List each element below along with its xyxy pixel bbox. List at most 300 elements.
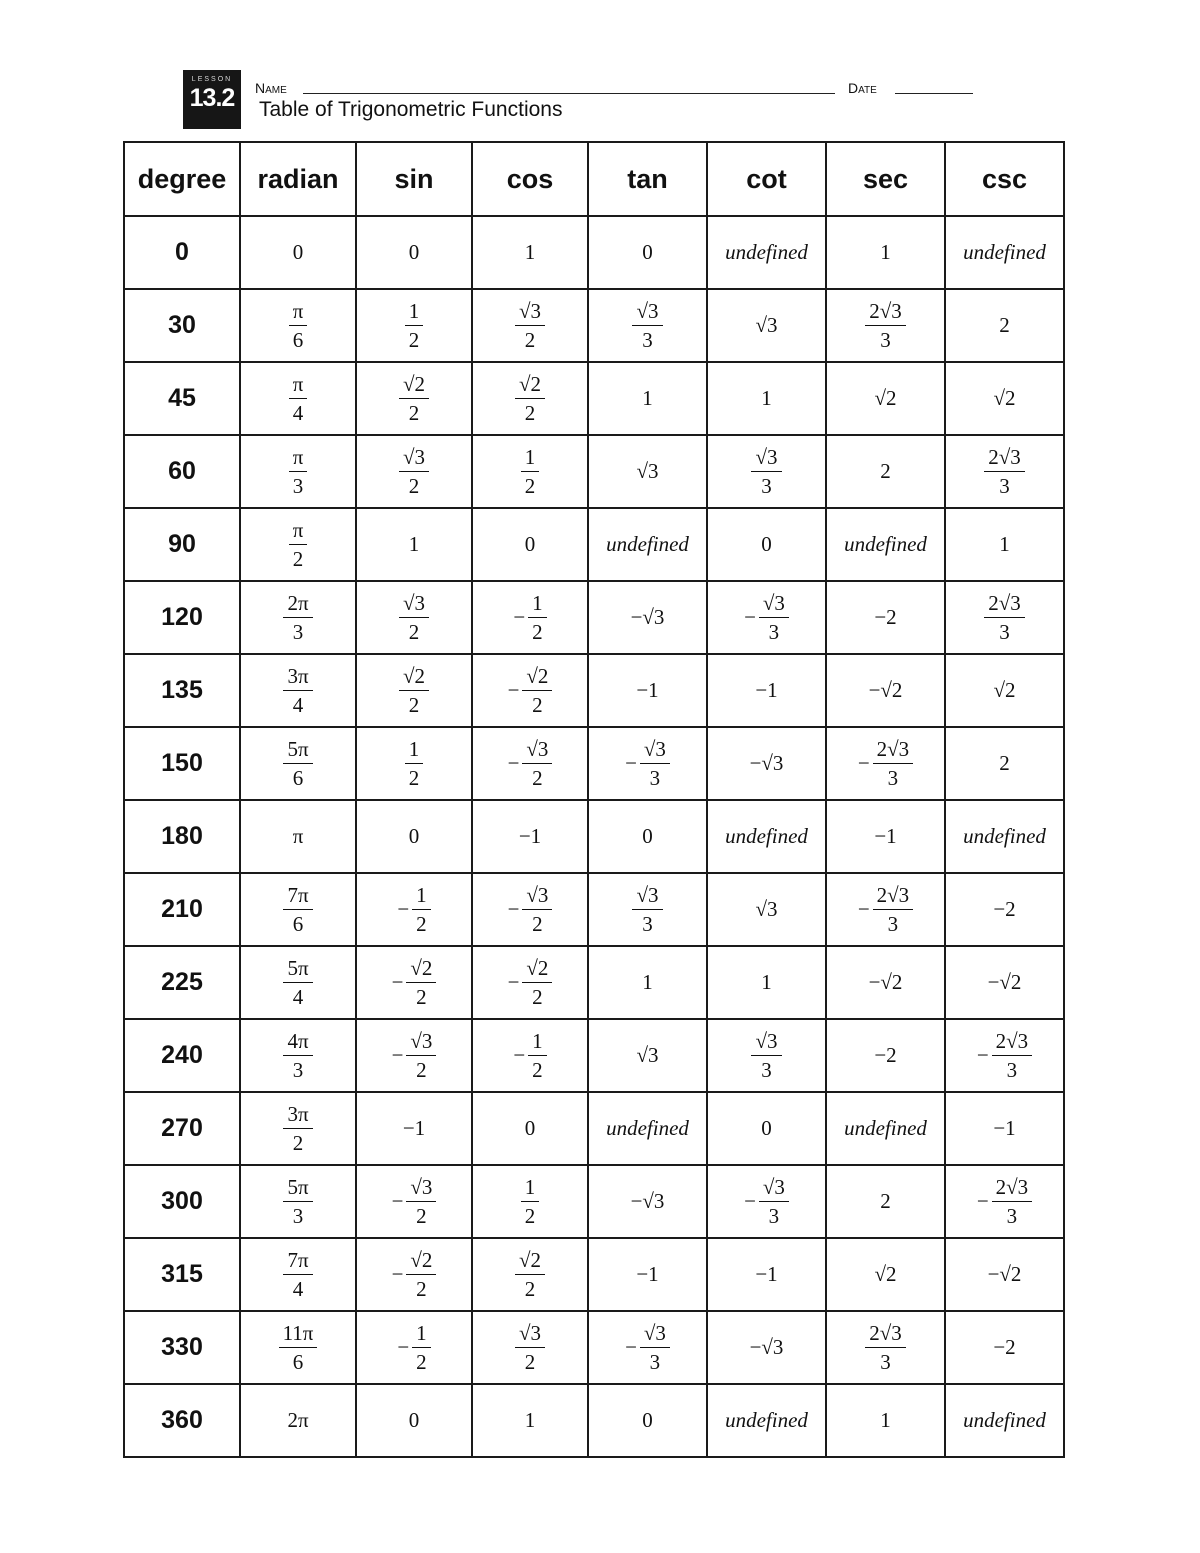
math-value: 0 — [642, 824, 653, 848]
math-value: 0 — [524, 1116, 536, 1140]
fraction: $\frac{7\pi}{4}$ — [283, 1248, 312, 1302]
math-value: −√2 — [987, 1262, 1022, 1286]
radian-cell — [240, 654, 356, 727]
math-value: − $\frac{2√3}{3}$ — [977, 1029, 1032, 1083]
math-value: −√3 — [749, 1335, 784, 1359]
math-value — [515, 299, 545, 353]
math-value: undefined — [606, 532, 689, 556]
math-value: √3 — [755, 897, 778, 921]
tan-cell — [588, 216, 707, 289]
cot-cell — [707, 654, 826, 727]
cos-cell — [472, 873, 588, 946]
degree-cell: 60 — [124, 435, 240, 508]
table-body — [124, 216, 1064, 1457]
sin-cell — [356, 1165, 472, 1238]
degree-cell: 0 — [124, 216, 240, 289]
fraction: $\frac{√3}{3}$ — [632, 883, 662, 937]
tan-cell — [588, 1384, 707, 1457]
degree-cell: 210 — [124, 873, 240, 946]
header-row — [124, 142, 1064, 216]
table-row — [124, 216, 1064, 289]
sin-cell — [356, 1384, 472, 1457]
fraction: $\frac{√3}{2}$ — [522, 737, 552, 791]
math-value: undefined — [844, 1116, 927, 1140]
tan-cell — [588, 1238, 707, 1311]
degree-cell: 30 — [124, 289, 240, 362]
math-value: −√2 — [987, 970, 1022, 994]
table-row — [124, 1165, 1064, 1238]
degree-cell: 360 — [124, 1384, 240, 1457]
tan-cell — [588, 727, 707, 800]
sin-cell — [356, 727, 472, 800]
cot-cell — [707, 1019, 826, 1092]
csc-cell — [945, 1092, 1064, 1165]
sec-cell — [826, 435, 945, 508]
cot-cell — [707, 435, 826, 508]
csc-cell — [945, 1384, 1064, 1457]
tan-cell — [588, 1019, 707, 1092]
math-value: −√2 — [868, 678, 903, 702]
csc-cell — [945, 289, 1064, 362]
math-value: −√3 — [630, 1189, 665, 1213]
math-value — [751, 445, 781, 499]
fraction: $\frac{11\pi}{6}$ — [279, 1321, 318, 1375]
degree-cell: 45 — [124, 362, 240, 435]
math-value: − $\frac{√3}{2}$ — [392, 1175, 437, 1229]
cot-cell — [707, 581, 826, 654]
degree-cell: 240 — [124, 1019, 240, 1092]
fraction: $\frac{5\pi}{6}$ — [283, 737, 312, 791]
math-value: 0 — [408, 1408, 420, 1432]
math-value: −1 — [518, 824, 542, 848]
math-value — [521, 445, 540, 499]
sec-cell — [826, 362, 945, 435]
math-value — [283, 1029, 312, 1083]
math-value: − $\frac{√3}{3}$ — [625, 1321, 670, 1375]
fraction: $\frac{√2}{2}$ — [406, 1248, 436, 1302]
math-value: √3 — [636, 459, 659, 483]
tan-cell — [588, 581, 707, 654]
math-value: −2 — [874, 605, 897, 629]
cos-cell — [472, 435, 588, 508]
name-label: Name — [255, 80, 287, 96]
fraction: $\frac{2√3}{3}$ — [984, 445, 1025, 499]
math-value: − $\frac{2√3}{3}$ — [858, 883, 913, 937]
tan-cell — [588, 654, 707, 727]
sec-cell — [826, 1311, 945, 1384]
table-row — [124, 1092, 1064, 1165]
fraction: $\frac{√3}{3}$ — [759, 591, 789, 645]
cos-cell — [472, 1311, 588, 1384]
sec-cell — [826, 1384, 945, 1457]
cos-cell — [472, 581, 588, 654]
column-header: cot — [707, 142, 826, 216]
degree-cell: 150 — [124, 727, 240, 800]
csc-cell — [945, 1238, 1064, 1311]
degree-cell: 270 — [124, 1092, 240, 1165]
table-row — [124, 800, 1064, 873]
sin-cell — [356, 946, 472, 1019]
math-value — [405, 737, 424, 791]
cot-cell — [707, 1311, 826, 1384]
math-value: − $\frac{2√3}{3}$ — [977, 1175, 1032, 1229]
math-value: √3 — [636, 1043, 659, 1067]
fraction: $\frac{√3}{2}$ — [406, 1175, 436, 1229]
table-row — [124, 1311, 1064, 1384]
sin-cell — [356, 1092, 472, 1165]
math-value: − $\frac{√3}{2}$ — [508, 737, 553, 791]
tan-cell — [588, 435, 707, 508]
math-value — [399, 591, 429, 645]
math-value: −1 — [755, 678, 778, 702]
csc-cell — [945, 508, 1064, 581]
csc-cell — [945, 1165, 1064, 1238]
sec-cell — [826, 1165, 945, 1238]
degree-cell: 300 — [124, 1165, 240, 1238]
radian-cell — [240, 1092, 356, 1165]
math-value: − $\frac{√2}{2}$ — [508, 664, 553, 718]
fraction: $\frac{1}{2}$ — [405, 299, 424, 353]
fraction: $\frac{1}{2}$ — [412, 883, 431, 937]
fraction: $\frac{√3}{3}$ — [640, 1321, 670, 1375]
radian-cell — [240, 1238, 356, 1311]
sec-cell — [826, 289, 945, 362]
fraction: $\frac{√3}{3}$ — [759, 1175, 789, 1229]
radian-cell — [240, 800, 356, 873]
radian-cell — [240, 946, 356, 1019]
fraction: $\frac{1}{2}$ — [528, 591, 547, 645]
math-value — [283, 737, 312, 791]
degree-cell: 315 — [124, 1238, 240, 1311]
fraction: $\frac{2√3}{3}$ — [865, 299, 906, 353]
radian-cell — [240, 435, 356, 508]
math-value: − $\frac{√2}{2}$ — [392, 956, 437, 1010]
math-value: 0 — [642, 1408, 653, 1432]
cos-cell — [472, 654, 588, 727]
math-value: 0 — [761, 532, 772, 556]
math-value: 1 — [524, 240, 536, 264]
math-value: 0 — [408, 824, 420, 848]
table-row — [124, 289, 1064, 362]
math-value: − $\frac{1}{2}$ — [397, 1321, 430, 1375]
radian-cell — [240, 873, 356, 946]
math-value: 1 — [642, 386, 653, 410]
fraction: $\frac{\pi}{3}$ — [289, 445, 308, 499]
column-header: cos — [472, 142, 588, 216]
tan-cell — [588, 1092, 707, 1165]
cot-cell — [707, 362, 826, 435]
cot-cell — [707, 508, 826, 581]
table-row — [124, 362, 1064, 435]
sec-cell — [826, 800, 945, 873]
fraction: $\frac{\pi}{6}$ — [289, 299, 308, 353]
fraction: $\frac{√3}{2}$ — [522, 883, 552, 937]
math-value — [515, 1321, 545, 1375]
name-field-line[interactable] — [303, 93, 835, 94]
math-value: − $\frac{√2}{2}$ — [508, 956, 553, 1010]
math-value — [289, 445, 308, 499]
table-row — [124, 873, 1064, 946]
radian-cell — [240, 1165, 356, 1238]
tan-cell — [588, 1311, 707, 1384]
cos-cell — [472, 1092, 588, 1165]
math-value: −2 — [993, 897, 1016, 921]
radian-cell — [240, 289, 356, 362]
cos-cell — [472, 508, 588, 581]
tan-cell — [588, 362, 707, 435]
degree-cell: 90 — [124, 508, 240, 581]
math-value: 1 — [761, 970, 772, 994]
fraction: $\frac{√3}{2}$ — [406, 1029, 436, 1083]
fraction: $\frac{1}{2}$ — [521, 445, 540, 499]
cot-cell — [707, 727, 826, 800]
csc-cell — [945, 435, 1064, 508]
math-value: 1 — [642, 970, 653, 994]
math-value: 0 — [408, 240, 420, 264]
fraction: $\frac{√3}{2}$ — [515, 1321, 545, 1375]
math-value — [515, 1248, 545, 1302]
math-value — [289, 372, 308, 426]
column-header: tan — [588, 142, 707, 216]
cot-cell — [707, 873, 826, 946]
math-value: − $\frac{√3}{3}$ — [744, 1175, 789, 1229]
table-row — [124, 654, 1064, 727]
math-value — [521, 1175, 540, 1229]
sin-cell — [356, 435, 472, 508]
column-header: radian — [240, 142, 356, 216]
column-header: sin — [356, 142, 472, 216]
cos-cell — [472, 800, 588, 873]
math-value: −1 — [755, 1262, 778, 1286]
math-value: − $\frac{2√3}{3}$ — [858, 737, 913, 791]
math-value — [283, 883, 312, 937]
fraction: $\frac{1}{2}$ — [405, 737, 424, 791]
fraction: $\frac{1}{2}$ — [528, 1029, 547, 1083]
sec-cell — [826, 216, 945, 289]
math-value: √2 — [874, 1262, 897, 1286]
math-value: undefined — [725, 824, 808, 848]
math-value: 1 — [880, 240, 891, 264]
sin-cell — [356, 362, 472, 435]
cos-cell — [472, 1165, 588, 1238]
math-value: −1 — [874, 824, 897, 848]
table-row — [124, 435, 1064, 508]
lesson-number: 13.2 — [189, 84, 235, 112]
math-value: 2π — [287, 1408, 309, 1432]
math-value: undefined — [844, 532, 927, 556]
fraction: $\frac{√2}{2}$ — [522, 956, 552, 1010]
sec-cell — [826, 1092, 945, 1165]
fraction: $\frac{√3}{3}$ — [751, 445, 781, 499]
math-value — [399, 664, 429, 718]
math-value: 0 — [292, 240, 304, 264]
math-value: 2 — [880, 1189, 891, 1213]
sin-cell — [356, 800, 472, 873]
math-value: − $\frac{√3}{3}$ — [744, 591, 789, 645]
math-value: −1 — [636, 1262, 659, 1286]
sin-cell — [356, 1311, 472, 1384]
cos-cell — [472, 362, 588, 435]
math-value: undefined — [963, 824, 1046, 848]
lesson-badge — [183, 70, 241, 129]
csc-cell — [945, 654, 1064, 727]
math-value — [399, 445, 429, 499]
math-value: undefined — [606, 1116, 689, 1140]
page-title: Table of Trigonometric Functions — [259, 98, 563, 121]
math-value — [283, 1248, 312, 1302]
math-value: −1 — [402, 1116, 426, 1140]
trig-table — [123, 141, 1065, 1458]
math-value: 1 — [761, 386, 772, 410]
tan-cell — [588, 508, 707, 581]
fraction: $\frac{√2}{2}$ — [399, 372, 429, 426]
math-value — [865, 299, 906, 353]
column-header: sec — [826, 142, 945, 216]
lesson-label: LESSON — [191, 76, 233, 83]
tan-cell — [588, 800, 707, 873]
cos-cell — [472, 727, 588, 800]
math-value — [515, 372, 545, 426]
radian-cell — [240, 581, 356, 654]
radian-cell — [240, 508, 356, 581]
math-value: 1 — [880, 1408, 891, 1432]
fraction: $\frac{2√3}{3}$ — [984, 591, 1025, 645]
radian-cell — [240, 727, 356, 800]
degree-cell: 330 — [124, 1311, 240, 1384]
fraction: $\frac{2√3}{3}$ — [873, 883, 914, 937]
csc-cell — [945, 216, 1064, 289]
csc-cell — [945, 1019, 1064, 1092]
math-value — [283, 1175, 312, 1229]
csc-cell — [945, 581, 1064, 654]
sec-cell — [826, 508, 945, 581]
csc-cell — [945, 873, 1064, 946]
fraction: $\frac{5\pi}{3}$ — [283, 1175, 312, 1229]
table-row — [124, 1384, 1064, 1457]
cot-cell — [707, 1238, 826, 1311]
tan-cell — [588, 1165, 707, 1238]
fraction: $\frac{√3}{2}$ — [515, 299, 545, 353]
math-value: −√3 — [630, 605, 665, 629]
column-header: degree — [124, 142, 240, 216]
radian-cell — [240, 216, 356, 289]
degree-cell: 180 — [124, 800, 240, 873]
math-value: −1 — [993, 1116, 1016, 1140]
sin-cell — [356, 1019, 472, 1092]
sec-cell — [826, 946, 945, 1019]
math-value — [283, 956, 312, 1010]
fraction: $\frac{√2}{2}$ — [515, 372, 545, 426]
table-row — [124, 1019, 1064, 1092]
fraction: $\frac{7\pi}{6}$ — [283, 883, 312, 937]
sin-cell — [356, 1238, 472, 1311]
radian-cell — [240, 1019, 356, 1092]
sec-cell — [826, 727, 945, 800]
fraction: $\frac{4\pi}{3}$ — [283, 1029, 312, 1083]
sin-cell — [356, 289, 472, 362]
sin-cell — [356, 216, 472, 289]
sec-cell — [826, 873, 945, 946]
fraction: $\frac{√3}{3}$ — [632, 299, 662, 353]
math-value: √2 — [993, 386, 1016, 410]
sec-cell — [826, 1238, 945, 1311]
math-value — [632, 883, 662, 937]
degree-cell: 135 — [124, 654, 240, 727]
math-value: − $\frac{√3}{2}$ — [392, 1029, 437, 1083]
cot-cell — [707, 216, 826, 289]
math-value: 0 — [642, 240, 653, 264]
math-value: π — [292, 824, 304, 848]
math-value — [984, 445, 1025, 499]
cos-cell — [472, 289, 588, 362]
cot-cell — [707, 289, 826, 362]
fraction: $\frac{2√3}{3}$ — [992, 1029, 1033, 1083]
math-value: undefined — [963, 240, 1046, 264]
date-label: Date — [848, 80, 877, 96]
math-value: −2 — [993, 1335, 1016, 1359]
math-value: √2 — [993, 678, 1016, 702]
math-value: 1 — [999, 532, 1010, 556]
fraction: $\frac{√3}{3}$ — [751, 1029, 781, 1083]
cot-cell — [707, 946, 826, 1019]
cos-cell — [472, 1238, 588, 1311]
math-value: −√2 — [868, 970, 903, 994]
math-value: − $\frac{1}{2}$ — [397, 883, 430, 937]
math-value — [865, 1321, 906, 1375]
table-row — [124, 1238, 1064, 1311]
math-value — [283, 591, 312, 645]
math-value — [984, 591, 1025, 645]
fraction: $\frac{\pi}{4}$ — [289, 372, 308, 426]
math-value: undefined — [963, 1408, 1046, 1432]
cos-cell — [472, 946, 588, 1019]
sin-cell — [356, 581, 472, 654]
math-value: 2 — [880, 459, 891, 483]
fraction: $\frac{√2}{2}$ — [406, 956, 436, 1010]
table-row — [124, 581, 1064, 654]
date-field-line[interactable] — [895, 93, 973, 94]
fraction: $\frac{3\pi}{2}$ — [283, 1102, 312, 1156]
cot-cell — [707, 1384, 826, 1457]
math-value — [283, 664, 312, 718]
table-row — [124, 727, 1064, 800]
math-value — [289, 518, 308, 572]
table-row — [124, 508, 1064, 581]
fraction: $\frac{2\pi}{3}$ — [283, 591, 312, 645]
fraction: $\frac{1}{2}$ — [412, 1321, 431, 1375]
column-header: csc — [945, 142, 1064, 216]
fraction: $\frac{2√3}{3}$ — [865, 1321, 906, 1375]
cos-cell — [472, 1019, 588, 1092]
tan-cell — [588, 289, 707, 362]
fraction: $\frac{1}{2}$ — [521, 1175, 540, 1229]
sec-cell — [826, 654, 945, 727]
math-value: −1 — [636, 678, 659, 702]
fraction: $\frac{√2}{2}$ — [515, 1248, 545, 1302]
fraction: $\frac{√3}{2}$ — [399, 591, 429, 645]
math-value: √2 — [874, 386, 897, 410]
tan-cell — [588, 946, 707, 1019]
csc-cell — [945, 946, 1064, 1019]
csc-cell — [945, 800, 1064, 873]
math-value — [279, 1321, 318, 1375]
radian-cell — [240, 1384, 356, 1457]
math-value: √3 — [755, 313, 778, 337]
fraction: $\frac{\pi}{2}$ — [289, 518, 308, 572]
math-value: − $\frac{√3}{3}$ — [625, 737, 670, 791]
math-value: 1 — [524, 1408, 536, 1432]
radian-cell — [240, 362, 356, 435]
